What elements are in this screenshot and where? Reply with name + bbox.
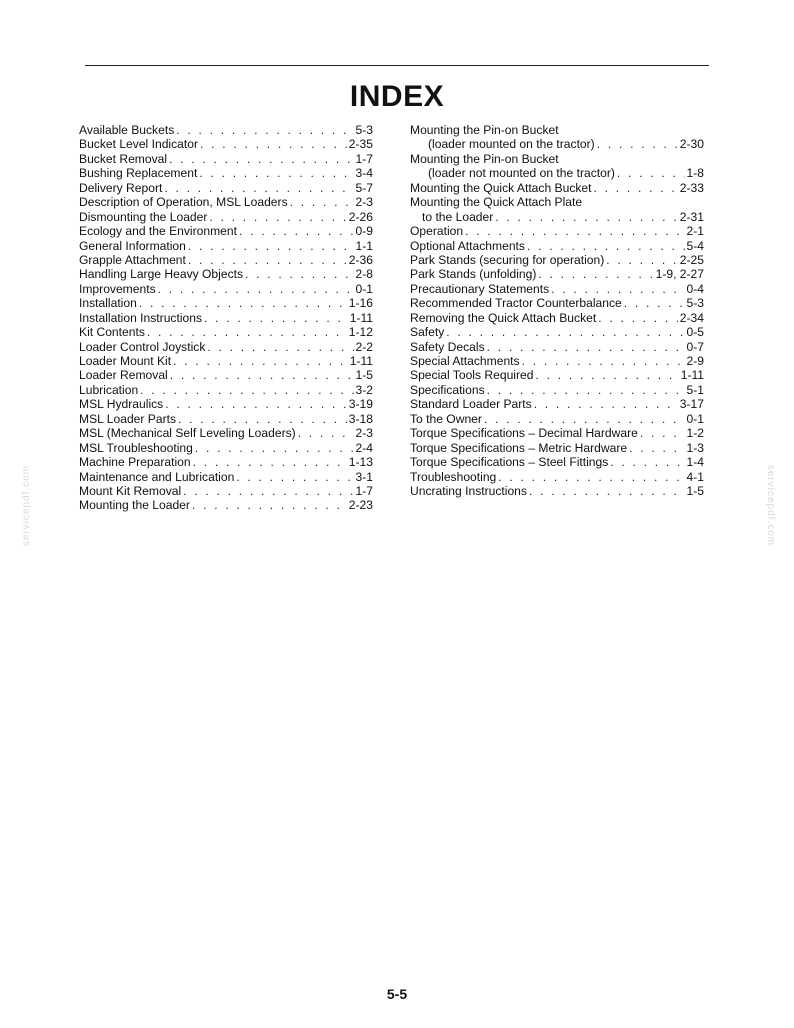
index-entry (79, 137, 373, 151)
index-entry (79, 383, 373, 397)
index-entry-label: to the Loader (422, 209, 494, 224)
index-entry-label: Mounting the Pin-on Bucket (410, 123, 559, 137)
dot-leader (193, 455, 347, 469)
index-entry-page: 2-9 (686, 354, 704, 368)
dot-leader (640, 426, 685, 440)
index-entry-page: 0-4 (686, 281, 704, 296)
index-entry-label: Torque Specifications – Steel Fittings (410, 455, 609, 470)
dot-leader (239, 224, 354, 238)
index-entry-page: 3-1 (355, 469, 373, 484)
index-entry (79, 397, 373, 411)
index-entry (79, 325, 373, 339)
dot-leader (529, 484, 685, 498)
index-entry-page: 2-35 (348, 137, 373, 152)
index-entry (410, 311, 704, 325)
index-entry-page: 2-26 (348, 209, 373, 224)
dot-leader (290, 195, 354, 209)
dot-leader (551, 282, 684, 296)
dot-leader (192, 498, 347, 512)
index-entry-page: 0-1 (686, 411, 704, 426)
index-entry-page: 1-7 (355, 483, 373, 498)
dot-leader (298, 426, 354, 440)
index-entry (410, 354, 704, 368)
index-entry (410, 397, 704, 411)
dot-leader (173, 354, 348, 368)
index-entry-label: Machine Preparation (79, 455, 191, 470)
index-entry (79, 195, 373, 209)
index-entry-label: Recommended Tractor Counterbalance (410, 296, 622, 311)
index-entry-label: Torque Specifications – Decimal Hardware (410, 426, 638, 441)
index-entry (79, 224, 373, 238)
index-entry-page: 1-4 (686, 455, 704, 470)
index-entry-page: 0-7 (686, 339, 704, 354)
dot-leader (204, 311, 348, 325)
dot-leader (178, 412, 347, 426)
index-entry-page: 2-4 (355, 440, 373, 455)
index-entry-page: 2-23 (348, 498, 373, 513)
index-entry (79, 253, 373, 267)
index-entry (410, 383, 704, 397)
index-entry-page: 4-1 (686, 469, 704, 484)
index-entry-label: (loader mounted on the tractor) (428, 137, 595, 152)
index-entry-label: Loader Mount Kit (79, 354, 172, 368)
index-entry-label: MSL Loader Parts (79, 411, 177, 426)
dot-leader (598, 311, 678, 325)
dot-leader (207, 340, 353, 354)
index-entry-page: 2-30 (679, 137, 704, 152)
dot-leader (183, 484, 353, 498)
index-entry-page: 5-4 (686, 238, 704, 253)
index-entry-label: Lubrication (79, 382, 139, 397)
dot-leader (245, 267, 353, 281)
dot-leader (594, 181, 678, 195)
dot-leader (617, 166, 685, 180)
index-entry (410, 340, 704, 354)
index-entry-page: 2-2 (355, 339, 373, 354)
index-entry (79, 354, 373, 368)
index-entry-page: 5-7 (355, 180, 373, 195)
index-entry (410, 267, 704, 281)
index-entry-label: Mounting the Quick Attach Bucket (410, 180, 592, 195)
index-entry (410, 195, 704, 209)
dot-leader (165, 397, 347, 411)
dot-leader (446, 325, 684, 339)
index-entry (410, 253, 704, 267)
index-entry-page: 1-2 (686, 426, 704, 441)
header-rule (85, 65, 709, 66)
index-entry-label: MSL Hydraulics (79, 397, 164, 412)
dot-leader (176, 123, 353, 137)
index-entry-label: Mounting the Pin-on Bucket (410, 151, 559, 166)
index-entry-page: 1-5 (686, 483, 704, 498)
index-entry (79, 368, 373, 382)
index-entry-page: 5-1 (686, 382, 704, 397)
dot-leader (624, 296, 685, 310)
index-entry-label: Mount Kit Removal (79, 483, 182, 498)
dot-leader (170, 368, 354, 382)
index-entry (79, 296, 373, 310)
index-entry-label: Kit Contents (79, 325, 145, 340)
dot-leader (606, 253, 678, 267)
index-entry-label: Precautionary Statements (410, 281, 550, 296)
index-entry-page: 2-34 (679, 310, 704, 325)
dot-leader (487, 340, 685, 354)
index-entry-label: Uncrating Instructions (410, 483, 527, 498)
dot-leader (527, 239, 685, 253)
dot-leader (200, 137, 347, 151)
index-entry-page: 2-8 (355, 267, 373, 282)
index-entry (79, 123, 373, 137)
index-entry (410, 239, 704, 253)
index-entry (79, 441, 373, 455)
index-entry (79, 152, 373, 166)
index-entry-label: Maintenance and Lubrication (79, 469, 235, 484)
page-title: INDEX (349, 80, 445, 113)
index-entry (79, 340, 373, 354)
index-entry (79, 455, 373, 469)
dot-leader (484, 412, 685, 426)
index-entry (410, 123, 704, 137)
index-entry-page: 5-3 (686, 296, 704, 311)
index-entry-label: Mounting the Loader (79, 498, 190, 513)
index-entry-label: Bucket Removal (79, 151, 168, 166)
index-entry-label: Bucket Level Indicator (79, 137, 198, 152)
dot-leader (209, 210, 346, 224)
index-entry (410, 412, 704, 426)
dot-leader (188, 239, 354, 253)
index-entry-page: 1-16 (348, 296, 373, 311)
index-entry-label: Mounting the Quick Attach Plate (410, 195, 583, 210)
index-entry-page: 5-3 (355, 123, 373, 137)
index-entry-page: 2-25 (679, 252, 704, 267)
index-entry (79, 181, 373, 195)
index-entry-page: 3-4 (355, 166, 373, 181)
index-entry-label: Torque Specifications – Metric Hardware (410, 440, 628, 455)
dot-leader (188, 253, 347, 267)
index-entry (410, 441, 704, 455)
index-entry-label: Installation Instructions (79, 310, 203, 325)
index-entry-label: Special Attachments (410, 354, 520, 368)
index-entry-label: Improvements (79, 281, 156, 296)
dot-leader (535, 368, 678, 382)
index-entry-label: Safety (410, 325, 445, 340)
index-entry (79, 210, 373, 224)
index-entry (410, 166, 704, 180)
index-entry-page: 3-18 (348, 411, 373, 426)
index-entry-page: 1-7 (355, 151, 373, 166)
index-entry-page: 1-11 (349, 310, 373, 325)
dot-leader (487, 383, 685, 397)
index-entry-label: Standard Loader Parts (410, 397, 532, 412)
index-entry (79, 412, 373, 426)
index-entry-page: 2-3 (355, 195, 373, 210)
index-entry-label: Handling Large Heavy Objects (79, 267, 244, 282)
dot-leader (164, 181, 353, 195)
index-entry-label: Bushing Replacement (79, 166, 198, 181)
index-entry-label: Safety Decals (410, 339, 485, 354)
index-entry-page: 1-11 (680, 368, 704, 383)
index-entry (410, 137, 704, 151)
dot-leader (139, 296, 347, 310)
index-entry (410, 224, 704, 238)
index-column-left (79, 123, 373, 513)
index-entry-page: 1-13 (348, 455, 373, 470)
index-entry-page: 0-5 (686, 325, 704, 340)
index-entry-label: Park Stands (unfolding) (410, 267, 537, 282)
index-entry-page: 2-31 (679, 209, 704, 224)
index-entry-page: 2-3 (355, 426, 373, 441)
index-entry-label: Loader Removal (79, 368, 168, 383)
index-entry (410, 282, 704, 296)
index-entry-page: 2-1 (686, 224, 704, 239)
index-entry-label: Dismounting the Loader (79, 209, 208, 224)
index-entry-page: 1-8 (686, 166, 704, 181)
index-entry-label: MSL Troubleshooting (79, 440, 193, 455)
index-entry (79, 267, 373, 281)
index-entry-label: Loader Control Joystick (79, 339, 206, 354)
index-entry-label: Troubleshooting (410, 469, 497, 484)
index-entry-label: Grapple Attachment (79, 252, 186, 267)
index-entry (410, 181, 704, 195)
index-entry-label: Removing the Quick Attach Bucket (410, 310, 597, 325)
dot-leader (158, 282, 354, 296)
dot-leader (199, 166, 353, 180)
index-entry-label: Operation (410, 224, 464, 239)
index-entry-page: 1-12 (348, 325, 373, 340)
index-entry-page: 3-19 (348, 397, 373, 412)
dot-leader (538, 267, 653, 281)
index-entry-page: 1-9, 2-27 (655, 267, 704, 282)
dot-leader (195, 441, 354, 455)
dot-leader (140, 383, 353, 397)
index-entry (79, 484, 373, 498)
index-entry-label: (loader not mounted on the tractor) (428, 166, 615, 181)
dot-leader (534, 397, 678, 411)
index-entry-label: Delivery Report (79, 180, 163, 195)
index-entry (410, 325, 704, 339)
index-entry-page: 2-36 (348, 252, 373, 267)
watermark-right: servicepdf.com (765, 464, 777, 547)
index-entry-page: 1-3 (686, 440, 704, 455)
index-entry (79, 239, 373, 253)
index-entry-page: 0-9 (355, 224, 373, 239)
watermark-left: servicepdf.com (21, 464, 33, 547)
index-entry-page: 1-1 (355, 238, 373, 253)
dot-leader (610, 455, 684, 469)
index-entry-label: Ecology and the Environment (79, 224, 237, 239)
dot-leader (629, 441, 684, 455)
index-entry-page: 3-2 (355, 382, 373, 397)
index-entry-label: General Information (79, 238, 186, 253)
dot-leader (522, 354, 685, 368)
dot-leader (147, 325, 347, 339)
index-entry-page: 3-17 (679, 397, 704, 412)
index-entry (79, 498, 373, 512)
index-entry-label: Optional Attachments (410, 238, 525, 253)
dot-leader (169, 152, 353, 166)
dot-leader (465, 224, 684, 238)
index-entry (79, 311, 373, 325)
index-entry-label: MSL (Mechanical Self Leveling Loaders) (79, 426, 296, 441)
index-entry (410, 152, 704, 166)
index-entry-label: Description of Operation, MSL Loaders (79, 195, 288, 210)
index-entry-label: To the Owner (410, 411, 482, 426)
page-number: 5-5 (386, 986, 408, 1002)
index-entry-label: Specifications (410, 382, 485, 397)
dot-leader (495, 210, 678, 224)
dot-leader (597, 137, 678, 151)
index-entry (410, 210, 704, 224)
index-entry (410, 426, 704, 440)
index-entry (410, 470, 704, 484)
index-entry (410, 296, 704, 310)
dot-leader (498, 470, 684, 484)
index-entry (79, 426, 373, 440)
index-entry-page: 2-33 (679, 180, 704, 195)
index-entry (410, 455, 704, 469)
index-column-right (410, 123, 704, 498)
index-entry (79, 282, 373, 296)
dot-leader (236, 470, 353, 484)
index-entry-page: 1-5 (355, 368, 373, 383)
index-entry (79, 470, 373, 484)
index-entry-page: 1-11 (349, 354, 373, 368)
index-entry (410, 368, 704, 382)
index-entry (79, 166, 373, 180)
index-entry-label: Installation (79, 296, 137, 311)
index-entry-label: Special Tools Required (410, 368, 534, 383)
index-entry-page: 0-1 (355, 281, 373, 296)
index-entry-label: Park Stands (securing for operation) (410, 252, 605, 267)
index-entry (410, 484, 704, 498)
index-entry-label: Available Buckets (79, 123, 175, 137)
